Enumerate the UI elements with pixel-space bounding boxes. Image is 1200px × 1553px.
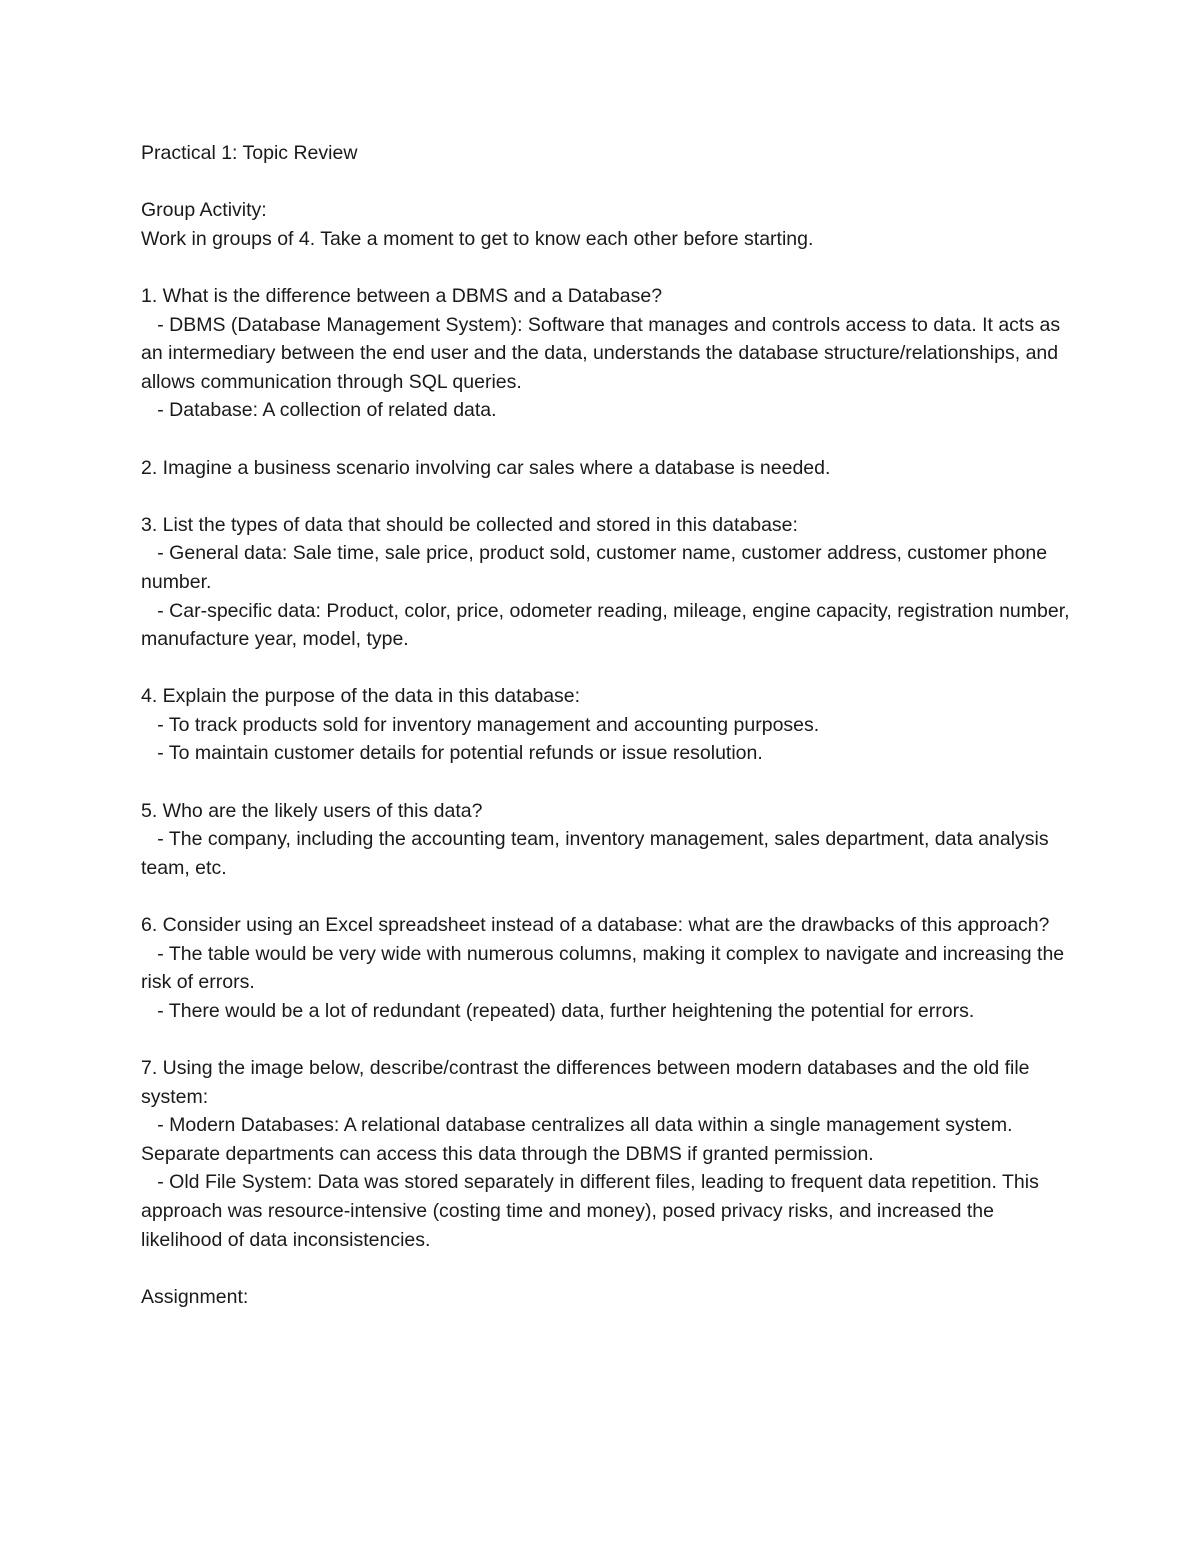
spacer: [141, 168, 1071, 197]
spacer: [141, 654, 1071, 683]
question-7: 7. Using the image below, describe/contrast the differences between modern databases and the old file system:: [141, 1057, 1035, 1108]
answer-7-1: - Modern Databases: A relational database centralizes all data within a single management system. Separate departments can access this data through the DBMS if granted permission.: [141, 1114, 1018, 1165]
document-body: [141, 139, 1075, 1311]
spacer: [141, 425, 1071, 454]
answer-7-2: - Old File System: Data was stored separately in different files, leading to frequent data repetition. This approach was resource-intensive (costing time and money), posed privacy risks, and increased the likelihood of data inconsistencies.: [141, 1171, 1045, 1251]
answer-3-1: - General data: Sale time, sale price, product sold, customer name, customer address, customer phone number.: [141, 542, 1053, 593]
answer-4-2: - To maintain customer details for potential refunds or issue resolution.: [141, 742, 763, 765]
spacer: [141, 482, 1071, 511]
question-3: 3. List the types of data that should be collected and stored in this database:: [141, 513, 798, 536]
question-2: 2. Imagine a business scenario involving car sales where a database is needed.: [141, 456, 831, 479]
answer-6-1: - The table would be very wide with numerous columns, making it complex to navigate and increasing the risk of errors.: [141, 942, 1070, 994]
answer-3-2: - Car-specific data: Product, color, price, odometer reading, mileage, engine capacity, registration number, manufacture year, model, type.: [141, 599, 1075, 651]
spacer: [141, 882, 1071, 911]
answer-1-2: - Database: A collection of related data.: [141, 399, 497, 422]
answer-1-1: - DBMS (Database Management System): Software that manages and controls access to data. It acts as an intermediary between the end user and the data, understands the database structure/relationships, and allows communication through SQL queries.: [141, 313, 1066, 393]
answer-5-1: - The company, including the accounting team, inventory management, sales department, data analysis team, etc.: [141, 828, 1055, 879]
question-1: 1. What is the difference between a DBMS and a Database?: [141, 284, 663, 307]
spacer: [141, 768, 1071, 797]
spacer: [141, 1025, 1071, 1054]
question-6: 6. Consider using an Excel spreadsheet instead of a database: what are the drawbacks of this approach?: [141, 914, 1050, 937]
group-activity-instruction: Work in groups of 4. Take a moment to get to know each other before starting.: [141, 227, 814, 250]
assignment-heading: Assignment:: [141, 1285, 249, 1308]
spacer: [141, 1254, 1071, 1283]
question-5: 5. Who are the likely users of this data?: [141, 799, 483, 822]
question-4: 4. Explain the purpose of the data in this database:: [141, 685, 581, 708]
answer-6-2: - There would be a lot of redundant (repeated) data, further heightening the potential for errors.: [141, 999, 975, 1022]
answer-4-1: - To track products sold for inventory management and accounting purposes.: [141, 713, 820, 736]
spacer: [141, 253, 1071, 282]
document-title: Practical 1: Topic Review: [141, 142, 358, 164]
group-activity-heading: Group Activity:: [141, 199, 267, 222]
